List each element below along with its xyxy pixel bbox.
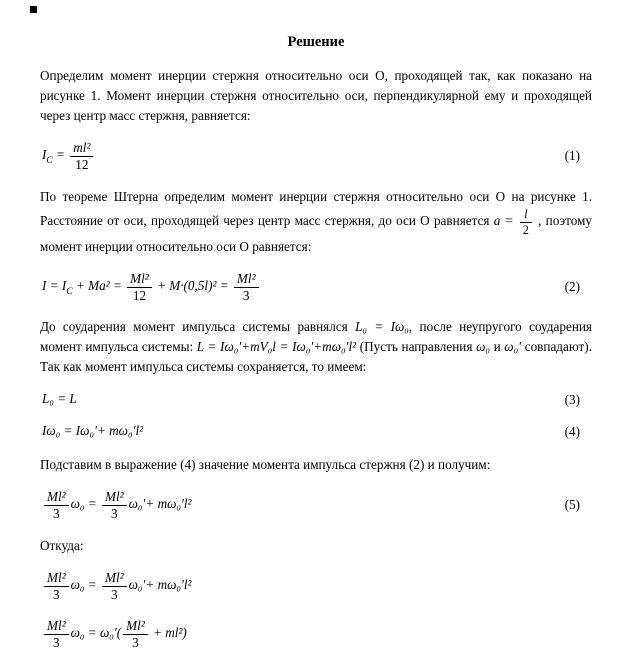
eq6-term-1: ω₀ = [70,576,100,592]
equation-1 [42,140,592,172]
eq2-denominator-2: 3 [242,287,250,303]
equation-7-partial [42,618,592,650]
p3-math-1: L₀ = Iω₀ [355,319,409,335]
p2-math-1: a = [493,212,518,228]
eq1-fraction [70,140,93,172]
eq6-denominator-2: 3 [111,586,118,602]
eq7-term-1: ω₀ = ω₀′( [70,625,122,641]
page-title: Решение [287,34,345,50]
eq6-numerator-2: Ml² [102,570,127,587]
p3-text-5: совпадают). Так как момент импульса системы сохраняется, то имеем: [40,339,592,375]
p2-text-2: , поэтому момент инерции относительно оси О равняется: [40,212,592,254]
eq7-numerator-1: Ml² [44,618,69,635]
paragraph-3 [40,317,592,377]
equation-5-number: (5) [564,497,580,513]
p2-frac-numerator: l [520,207,532,223]
p3-text-1: До соударения момент импульса системы равнялся [40,319,356,335]
eq5-numerator-2: Ml² [102,489,127,506]
eq5-term-2: ω₀′+ mω₀′l² [128,496,192,512]
equation-6 [42,570,592,602]
eq5-numerator-1: Ml² [44,489,69,506]
p2-fraction [520,207,532,237]
eq7-fraction-2 [123,618,148,650]
equation-5 [42,489,592,521]
eq6-term-2: ω₀′+ mω₀′l² [128,576,192,592]
eq2-numerator-2: Ml² [234,271,259,288]
p3-text-4: и [489,339,505,355]
p2-text-1: По теореме Штерна определим момент инерции стержня относительно оси О на рисунке 1. Расстояние от оси, проходящей через центр масс стержня, до оси О равняется [40,188,592,228]
eq6-denominator-1: 3 [53,586,60,602]
eq1-lhs: I [42,147,47,163]
paragraph-1: Определим момент инерции стержня относительно оси О, проходящей так, как показано на рисунке 1. Момент инерции стержня относительно оси, перпендикулярной ему и проходящей через центр масс стержня, равняется: [40,68,592,124]
p3-math-2: L = Iω₀′+mV₀l = Iω₀′+mω₀′l² [196,339,357,355]
eq1-denominator: 12 [75,157,89,173]
eq1-numerator: ml² [70,140,93,157]
equation-2 [42,271,592,303]
equation-4 [42,423,592,441]
eq5-fraction-1 [44,489,69,521]
eq6-numerator-1: Ml² [44,570,69,587]
p2-frac-denominator: 2 [522,222,529,237]
eq7-denominator-1: 3 [53,635,60,650]
p3-text-2: , после неупругого соударения момент импульса системы: [40,319,593,355]
eq2-fraction-1 [127,271,152,303]
eq1-lhs-subscript: C [46,156,53,167]
eq5-denominator-2: 3 [111,506,118,522]
eq4-body: Iω₀ = Iω₀′+ mω₀′l² [42,423,144,439]
eq2-fraction-2 [234,271,259,303]
eq5-denominator-1: 3 [53,506,60,522]
paragraph-5: Откуда: [40,537,84,553]
eq5-fraction-2 [102,489,127,521]
equation-4-number: (4) [564,424,580,440]
eq7-term-2: + ml²) [149,625,187,641]
eq1-relation: = [52,147,69,163]
equation-3-number: (3) [564,392,580,408]
eq2-denominator-1: 12 [132,287,147,303]
equation-3 [42,391,592,409]
corner-mark [30,6,37,13]
eq2-term-2: + Ma² = [72,277,126,293]
paragraph-4: Подставим в выражение (4) значение момента импульса стержня (2) и получим: [40,457,491,473]
paragraph-2 [40,187,592,257]
eq3-body: L₀ = L [42,391,77,407]
p3-math-3: ω₀ [476,339,490,355]
eq2-term-3: + M·(0,5l)² = [153,277,232,293]
equation-2-number: (2) [564,278,580,294]
equation-1-number: (1) [564,148,580,164]
eq7-denominator-2: 3 [132,635,139,650]
eq7-numerator-2: Ml² [123,618,148,635]
eq6-fraction-2 [102,570,127,602]
eq7-fraction-1 [44,618,69,650]
eq5-term-1: ω₀ = [70,496,100,512]
eq6-fraction-1 [44,570,69,602]
p3-text-3: (Пусть направления [356,339,477,355]
p3-math-4: ω₀′ [504,339,522,355]
eq2-numerator-1: Ml² [127,271,152,288]
eq2-term-1: I = I [42,277,67,293]
eq2-subscript-1: C [66,286,73,297]
